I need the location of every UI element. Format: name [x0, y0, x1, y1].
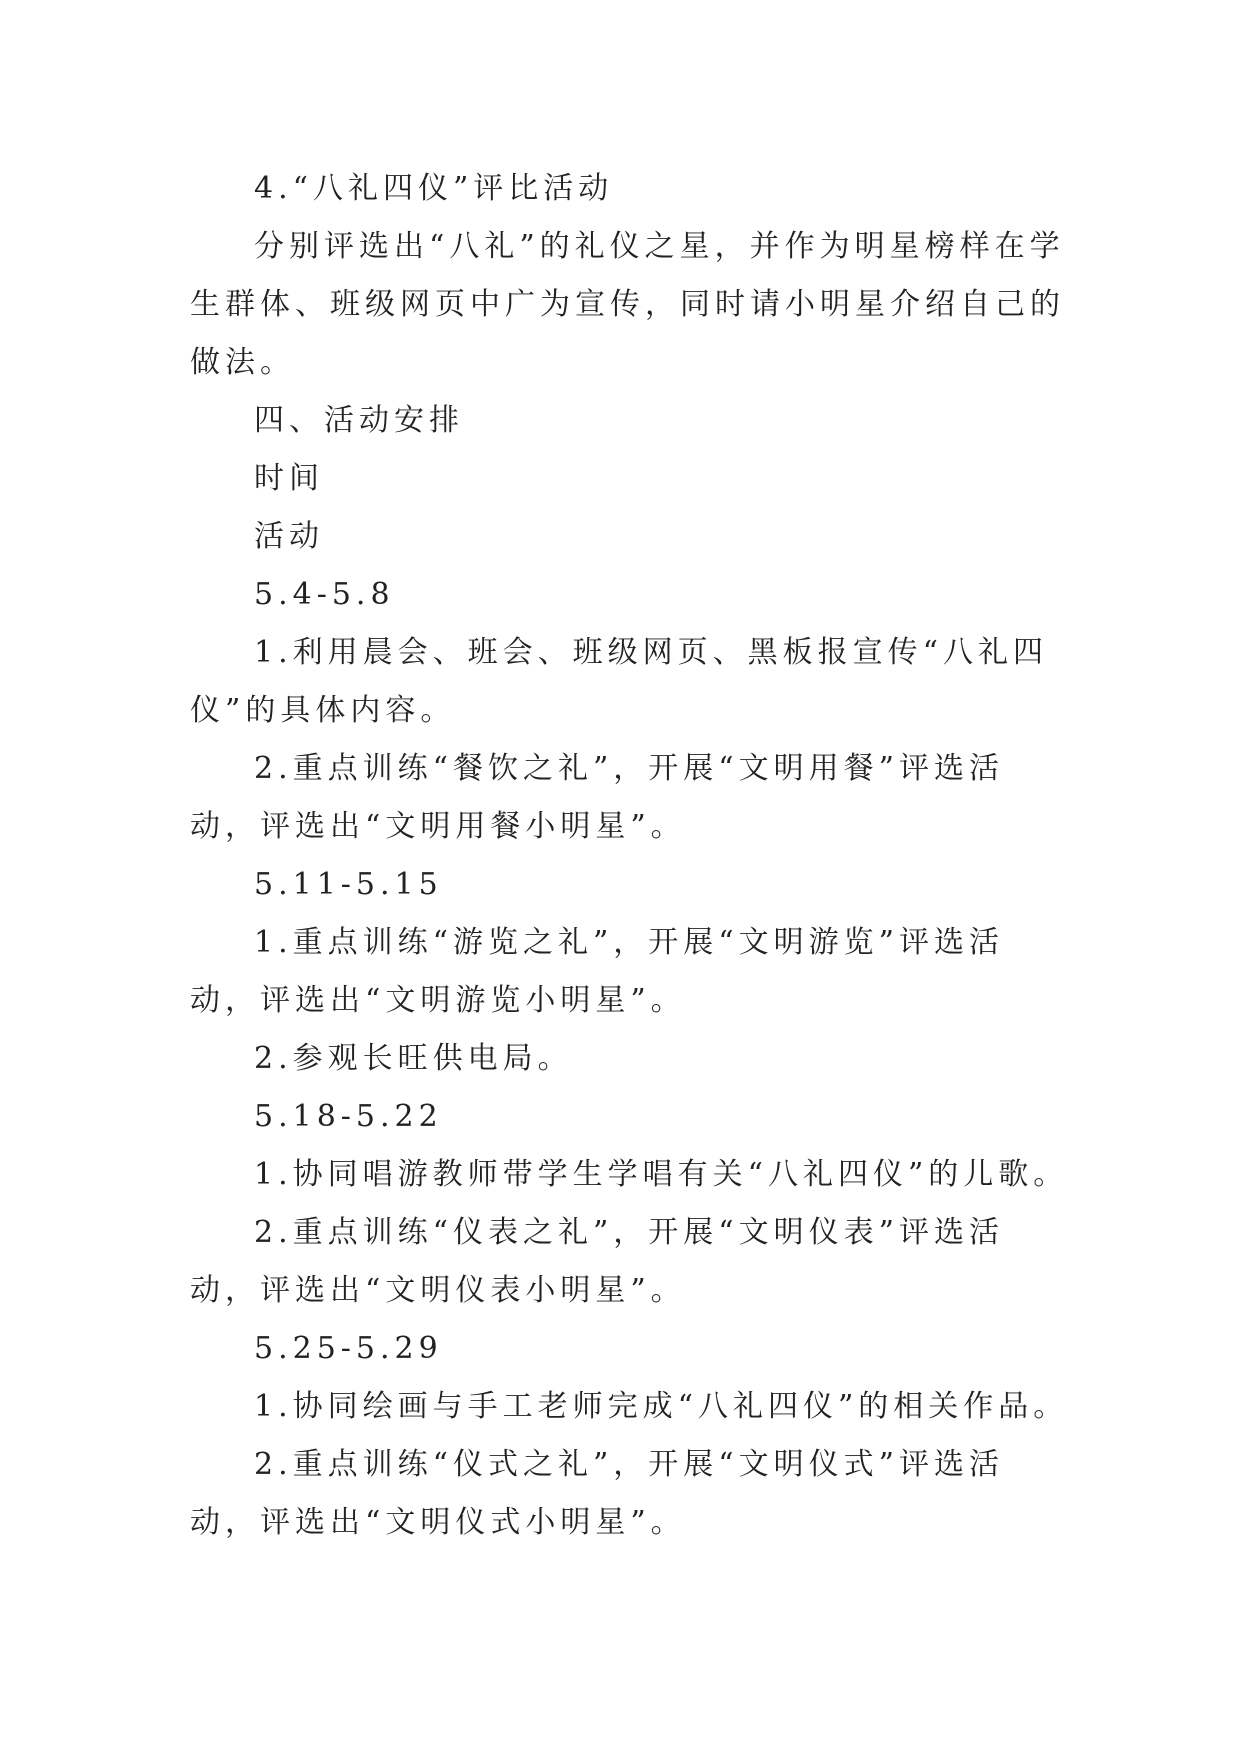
section-heading-schedule: 四、活动安排: [254, 403, 464, 438]
schedule-date-week4: 5.25-5.29: [254, 1331, 443, 1366]
schedule-item-week3-1: 1.协同唱游教师带学生学唱有关“八礼四仪”的儿歌。: [254, 1157, 1069, 1192]
schedule-date-week1: 5.4-5.8: [254, 577, 395, 612]
schedule-item-week4-1: 1.协同绘画与手工老师完成“八礼四仪”的相关作品。: [254, 1389, 1069, 1424]
schedule-date-week2: 5.11-5.15: [254, 867, 443, 902]
schedule-item-week1-1: 1.利用晨会、班会、班级网页、黑板报宣传“八礼四仪”的具体内容。: [190, 635, 1048, 728]
schedule-header-activity: 活动: [254, 519, 324, 554]
schedule-item-week2-2: 2.参观长旺供电局。: [254, 1041, 573, 1076]
section-heading-evaluation: 4.“八礼四仪”评比活动: [254, 171, 614, 206]
paragraph-evaluation-description: 分别评选出“八礼”的礼仪之星，并作为明星榜样在学生群体、班级网页中广为宣传，同时请小明星介绍自己的做法。: [190, 229, 1065, 380]
document-body: [190, 160, 1070, 1552]
schedule-date-week3: 5.18-5.22: [254, 1099, 443, 1134]
schedule-header-time: 时间: [254, 461, 324, 496]
schedule-item-week3-2: 2.重点训练“仪表之礼”，开展“文明仪表”评选活动，评选出“文明仪表小明星”。: [190, 1215, 1004, 1308]
schedule-item-week1-2: 2.重点训练“餐饮之礼”，开展“文明用餐”评选活动，评选出“文明用餐小明星”。: [190, 751, 1004, 844]
schedule-item-week4-2: 2.重点训练“仪式之礼”，开展“文明仪式”评选活动，评选出“文明仪式小明星”。: [190, 1447, 1004, 1540]
schedule-item-week2-1: 1.重点训练“游览之礼”，开展“文明游览”评选活动，评选出“文明游览小明星”。: [190, 925, 1004, 1018]
